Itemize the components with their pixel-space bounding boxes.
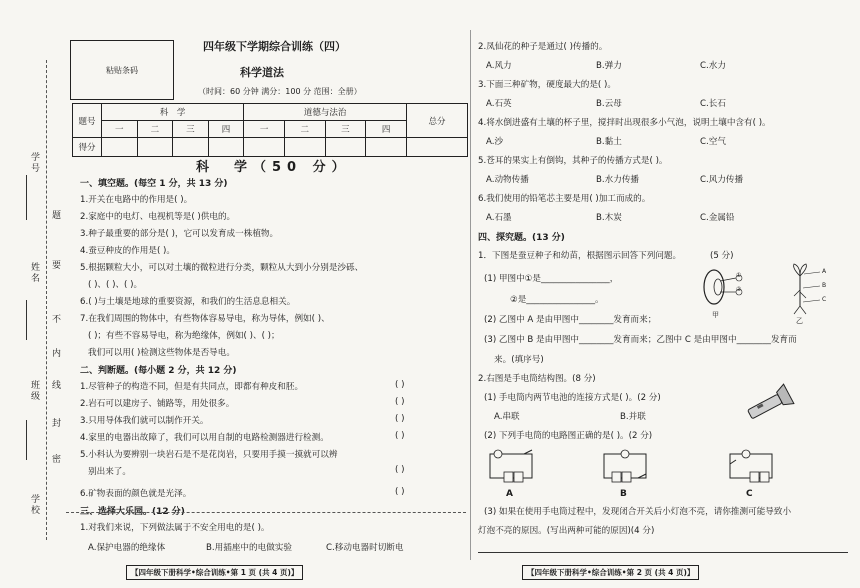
question-text: ( )、( )、( )。 <box>88 280 143 290</box>
question-text: 3.下面三种矿物，硬度最大的是( )。 <box>478 80 616 90</box>
seal-char: 不 <box>52 315 62 325</box>
question-text: 3.种子最重要的部分是( )，它可以发育成一株植物。 <box>80 229 279 239</box>
answer-paren[interactable]: ( ) <box>395 380 405 390</box>
seal-char: 线 <box>52 381 62 391</box>
section-multiple-choice: 三、选择大乐园。(12 分) <box>80 507 185 517</box>
seal-char: 内 <box>52 349 62 359</box>
dashed-divider <box>66 512 466 513</box>
seedling-label-a: A <box>822 268 827 275</box>
question-text: ②是________________。 <box>510 295 604 305</box>
question-text: 1．下图是蚕豆种子和幼苗，根据图示回答下列问题。 <box>478 251 682 261</box>
page-footer-left: 【四年级下册科学•综合训练•第 1 页 (共 4 页)】 <box>126 565 303 580</box>
score-col: 四 <box>208 121 244 138</box>
question-text: 灯泡不亮的原因。(写出两种可能的原因)(4 分) <box>478 526 655 536</box>
flashlight-icon <box>738 388 798 424</box>
section-true-false: 二、判断题。(每小题 2 分，共 12 分) <box>80 366 237 376</box>
barcode-box <box>70 40 174 100</box>
question-text: 2.岩石可以建房子、铺路等，用处很多。 <box>80 399 235 409</box>
option-text: A.石英 <box>486 99 512 109</box>
binding-dashed-line <box>46 60 47 540</box>
binding-line-2 <box>26 300 27 340</box>
option-text: A.石墨 <box>486 213 512 223</box>
question-text: 我们可以用( )检测这些物体是否导电。 <box>88 348 235 358</box>
seed-label-2: ② <box>736 286 742 293</box>
option-text: A.保护电器的绝缘体 <box>88 543 166 553</box>
score-cell[interactable] <box>208 138 244 157</box>
seedling-label-c: C <box>822 296 827 303</box>
page-footer-right: 【四年级下册科学•综合训练•第 2 页 (共 4 页)】 <box>522 565 699 580</box>
answer-paren[interactable]: ( ) <box>395 487 405 497</box>
option-text: A.串联 <box>494 412 520 422</box>
answer-paren[interactable]: ( ) <box>395 431 405 441</box>
exam-info: （时间：60 分钟 满分：100 分 范围：全册） <box>198 87 362 96</box>
seal-char: 要 <box>52 261 62 271</box>
question-text: 6.( )与土壤是地球的重要资源，和我们的生活息息相关。 <box>80 297 296 307</box>
question-text: 来。(填序号) <box>494 355 544 365</box>
score-group-science: 科 学 <box>102 104 244 121</box>
science-heading: 科 学（50 分） <box>196 160 351 175</box>
question-text: (3) 乙图中 B 是由甲图中________发育而来；乙图中 C 是由甲图中________发育而 <box>484 335 797 345</box>
answer-paren[interactable]: ( ) <box>395 414 405 424</box>
question-text: (3) 如果在使用手电筒过程中，发现闭合开关后小灯泡不亮，请你推测可能导致小 <box>484 507 792 517</box>
option-text: B.云母 <box>596 99 622 109</box>
score-cell[interactable] <box>102 138 138 157</box>
option-text: B.黏土 <box>596 137 622 147</box>
page-title: 四年级下学期综合训练（四） <box>203 40 346 53</box>
option-text: C.金属铅 <box>700 213 735 223</box>
question-text: 5.苍耳的果实上有倒钩，其种子的传播方式是( )。 <box>478 156 668 166</box>
seed-label-1: ① <box>736 272 742 279</box>
figure-jia-label: 甲 <box>712 311 719 319</box>
question-text: 4.家里的电器出故障了，我们可以用自制的电路检测器进行检测。 <box>80 433 329 443</box>
subject-title: 科学道法 <box>240 66 284 79</box>
score-col: 一 <box>244 121 285 138</box>
question-text: 2.右图是手电筒结构图。(8 分) <box>478 374 596 384</box>
binding-line-1 <box>26 175 27 220</box>
section-inquiry: 四、探究题。(13 分) <box>478 233 565 243</box>
circuit-label-a: A <box>506 489 513 499</box>
seal-char: 密 <box>52 455 62 465</box>
question-text: 2.凤仙花的种子是通过( )传播的。 <box>478 42 608 52</box>
question-text: 5.根据颗粒大小，可以对土壤的微粒进行分类，颗粒从大到小分别是沙砾、 <box>80 263 364 273</box>
seedling-label-b: B <box>822 282 827 289</box>
question-text: 5.小科认为要辨别一块岩石是不是花岗岩，只要用手摸一摸就可以辨 <box>80 450 338 460</box>
score-cell[interactable] <box>173 138 209 157</box>
score-table <box>72 103 468 157</box>
question-text: ( )；有些不容易导电，称为绝缘体，例如( )、( )； <box>88 331 280 341</box>
score-col: 二 <box>284 121 325 138</box>
question-text: (1) 手电筒内两节电池的连接方式是( )。(2 分) <box>484 393 661 403</box>
option-text: A.沙 <box>486 137 504 147</box>
question-text: 4.蚕豆种皮的作用是( )。 <box>80 246 175 256</box>
name-label: 姓名 <box>29 262 39 284</box>
option-text: B.并联 <box>620 412 646 422</box>
score-col: 一 <box>102 121 138 138</box>
question-text: 1.尽管种子的构造不同，但是有共同点，即都有种皮和胚。 <box>80 382 304 392</box>
class-label: 班级 <box>29 380 39 402</box>
score-total-label: 总分 <box>407 104 468 138</box>
circuit-c-icon <box>726 446 776 486</box>
score-row-label: 题号 <box>73 104 102 138</box>
question-text: 2.家庭中的电灯、电视机等是( )供电的。 <box>80 212 236 222</box>
barcode-label: 粘贴条码 <box>106 65 138 75</box>
option-text: C.长石 <box>700 99 726 109</box>
option-text: B.木炭 <box>596 213 622 223</box>
option-text: C.空气 <box>700 137 726 147</box>
seal-char: 题 <box>52 211 62 221</box>
score-col: 三 <box>325 121 366 138</box>
student-id-label: 学号 <box>29 152 39 174</box>
score-group-morality: 道德与法治 <box>244 104 407 121</box>
question-text: (1) 甲图中①是________________， <box>484 274 619 284</box>
score-cell[interactable] <box>244 138 285 157</box>
score-col: 二 <box>137 121 173 138</box>
question-score: (5 分) <box>710 251 734 261</box>
question-text: (2) 下列手电筒的电路图正确的是( )。(2 分) <box>484 431 653 441</box>
question-text: 1.开关在电路中的作用是( )。 <box>80 195 193 205</box>
score-row-label: 得分 <box>73 138 102 157</box>
seal-char: 封 <box>52 419 62 429</box>
school-label: 学校 <box>29 494 39 516</box>
answer-paren[interactable]: ( ) <box>395 397 405 407</box>
question-text: 6.矿物表面的颜色就是光泽。 <box>80 489 192 499</box>
option-text: B.用插座中的电做实验 <box>206 543 292 553</box>
question-text: (2) 乙图中 A 是由甲图中________发育而来； <box>484 315 657 325</box>
option-text: A.风力 <box>486 61 512 71</box>
figure-yi-label: 乙 <box>796 317 803 325</box>
question-text: 7.在我们周围的物体中，有些物体容易导电，称为导体，例如( )、 <box>80 314 330 324</box>
question-text: 4.将水倒进盛有土壤的杯子里，搅拌时出现很多小气泡，说明土壤中含有( )。 <box>478 118 771 128</box>
question-text: 6.我们使用的铅笔芯主要是用( )加工而成的。 <box>478 194 651 204</box>
question-text: 3.只用导体我们就可以制作开关。 <box>80 416 209 426</box>
option-text: B.弹力 <box>596 61 622 71</box>
section-fill-blank: 一、填空题。(每空 1 分，共 13 分) <box>80 179 228 189</box>
binding-line-3 <box>26 420 27 460</box>
circuit-b-icon <box>600 446 650 486</box>
score-cell[interactable] <box>366 138 407 157</box>
score-cell[interactable] <box>137 138 173 157</box>
score-cell[interactable] <box>407 138 468 157</box>
score-cell[interactable] <box>284 138 325 157</box>
score-cell[interactable] <box>325 138 366 157</box>
circuit-label-c: C <box>746 489 753 499</box>
question-text: 1.对我们来说，下列做法属于不安全用电的是( )。 <box>80 523 270 533</box>
option-text: A.动物传播 <box>486 175 529 185</box>
answer-paren[interactable]: ( ) <box>395 465 405 475</box>
option-text: C.移动电器时切断电 <box>326 543 404 553</box>
option-text: C.风力传播 <box>700 175 744 185</box>
option-text: B.水力传播 <box>596 175 640 185</box>
question-text: 别出来了。 <box>88 467 131 477</box>
score-col: 三 <box>173 121 209 138</box>
page-divider <box>470 30 471 560</box>
answer-line[interactable] <box>478 552 848 553</box>
option-text: C.水力 <box>700 61 726 71</box>
circuit-a-icon <box>486 446 536 486</box>
circuit-label-b: B <box>620 489 627 499</box>
score-col: 四 <box>366 121 407 138</box>
seed-figure <box>700 265 760 315</box>
